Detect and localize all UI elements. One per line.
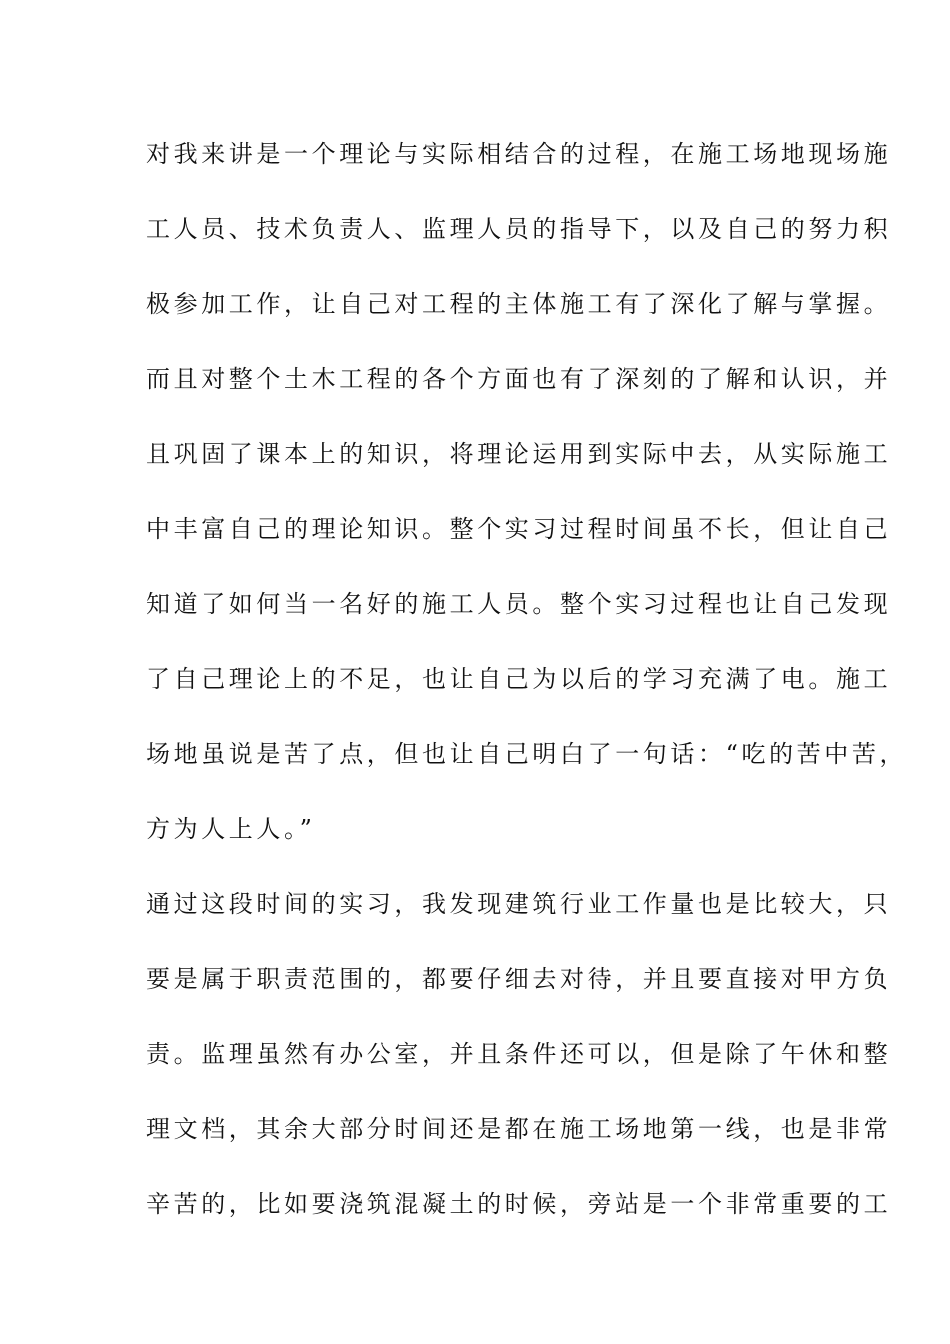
text-line: 工人员、技术负责人、监理人员的指导下，以及自己的努力积 [146,215,892,243]
text-line: 责。监理虽然有办公室，并且条件还可以，但是除了午休和整 [146,1040,892,1068]
text-line: 对我来讲是一个理论与实际相结合的过程，在施工场地现场施 [146,140,892,168]
text-line: 要是属于职责范围的，都要仔细去对待，并且要直接对甲方负 [146,965,892,993]
text-line: 辛苦的，比如要浇筑混凝土的时候，旁站是一个非常重要的工 [146,1190,892,1218]
text-line: 了自己理论上的不足，也让自己为以后的学习充满了电。施工 [146,665,892,693]
text-line: 方为人上人。” [146,815,316,843]
text-line: 而且对整个土木工程的各个方面也有了深刻的了解和认识，并 [146,365,892,393]
text-line: 极参加工作，让自己对工程的主体施工有了深化了解与掌握。 [146,290,892,318]
body-text [146,132,908,1257]
text-line: 通过这段时间的实习，我发现建筑行业工作量也是比较大，只 [146,890,892,918]
text-line: 知道了如何当一名好的施工人员。整个实习过程也让自己发现 [146,590,892,618]
text-line: 且巩固了课本上的知识，将理论运用到实际中去，从实际施工 [146,440,892,468]
text-line: 场地虽说是苦了点，但也让自己明白了一句话：“吃的苦中苦， [146,740,908,768]
text-line: 理文档，其余大部分时间还是都在施工场地第一线，也是非常 [146,1115,892,1143]
text-line: 中丰富自己的理论知识。整个实习过程时间虽不长，但让自己 [146,515,892,543]
